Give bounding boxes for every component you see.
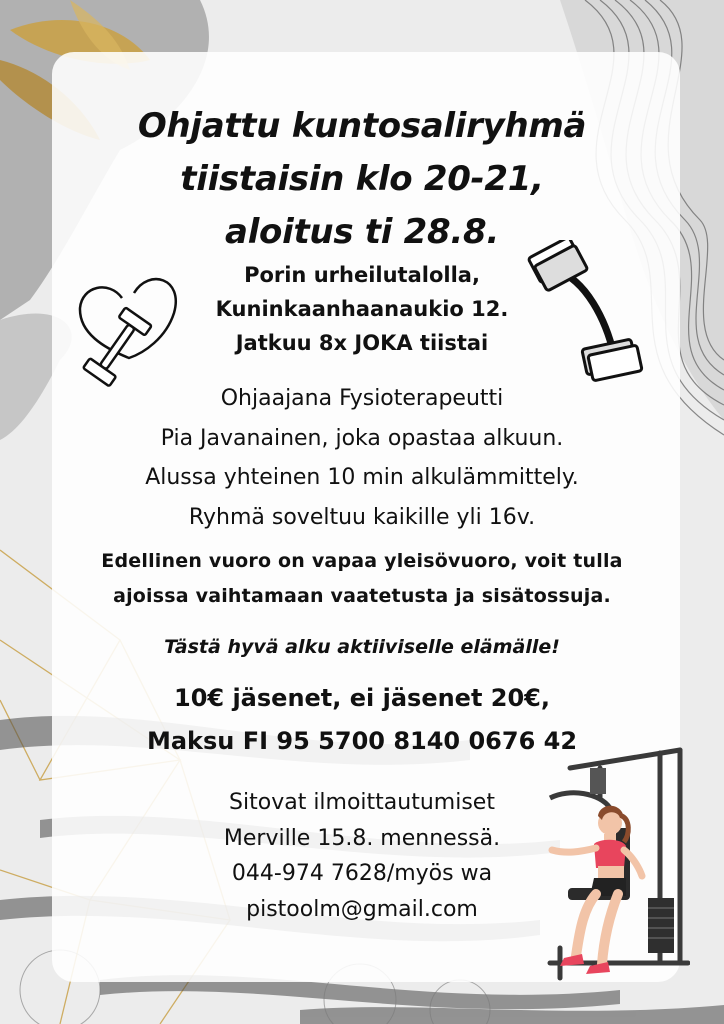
- instructor-block: [0, 379, 724, 537]
- instructor-line: Ryhmä soveltuu kaikille yli 16v.: [188, 504, 536, 530]
- instructor-line: Pia Javanainen, joka opastaa alkuun.: [160, 425, 564, 451]
- payment-line: Maksu FI 95 5700 8140 0676 42: [146, 727, 578, 755]
- previous-shift-info: [0, 544, 724, 614]
- contact-block: [160, 785, 564, 927]
- title-line: tiistaisin klo 20-21,: [180, 159, 544, 199]
- location-block: [160, 258, 564, 360]
- previous-line: ajoissa vaihtamaan vaatetusta ja sisätossuja.: [113, 585, 611, 607]
- title-line: Ohjattu kuntosaliryhmä: [137, 106, 587, 146]
- phone-line: 044-974 7628/myös wa: [231, 861, 493, 886]
- title-line: aloitus ti 28.8.: [225, 212, 499, 252]
- contact-line: Merville 15.8. mennessä.: [223, 825, 501, 851]
- email-line: pistoolm@gmail.com: [246, 896, 478, 922]
- contact-line: Sitovat ilmoittautumiset: [229, 790, 495, 815]
- location-line: Jatkuu 8x JOKA tiistai: [235, 331, 489, 355]
- location-line: Porin urheilutalolla,: [244, 263, 480, 287]
- slogan: Tästä hyvä alku aktiiviselle elämälle!: [164, 636, 560, 658]
- previous-line: Edellinen vuoro on vapaa yleisövuoro, voit tulla: [101, 550, 623, 572]
- poster-title: [0, 100, 724, 259]
- price-line: 10€ jäsenet, ei jäsenet 20€,: [174, 684, 550, 712]
- instructor-line: Ohjaajana Fysioterapeutti: [220, 386, 504, 411]
- gym-machine-woman-illustration: [530, 738, 690, 988]
- location-line: Kuninkaanhaanaukio 12.: [215, 297, 509, 321]
- instructor-line: Alussa yhteinen 10 min alkulämmittely.: [145, 465, 579, 490]
